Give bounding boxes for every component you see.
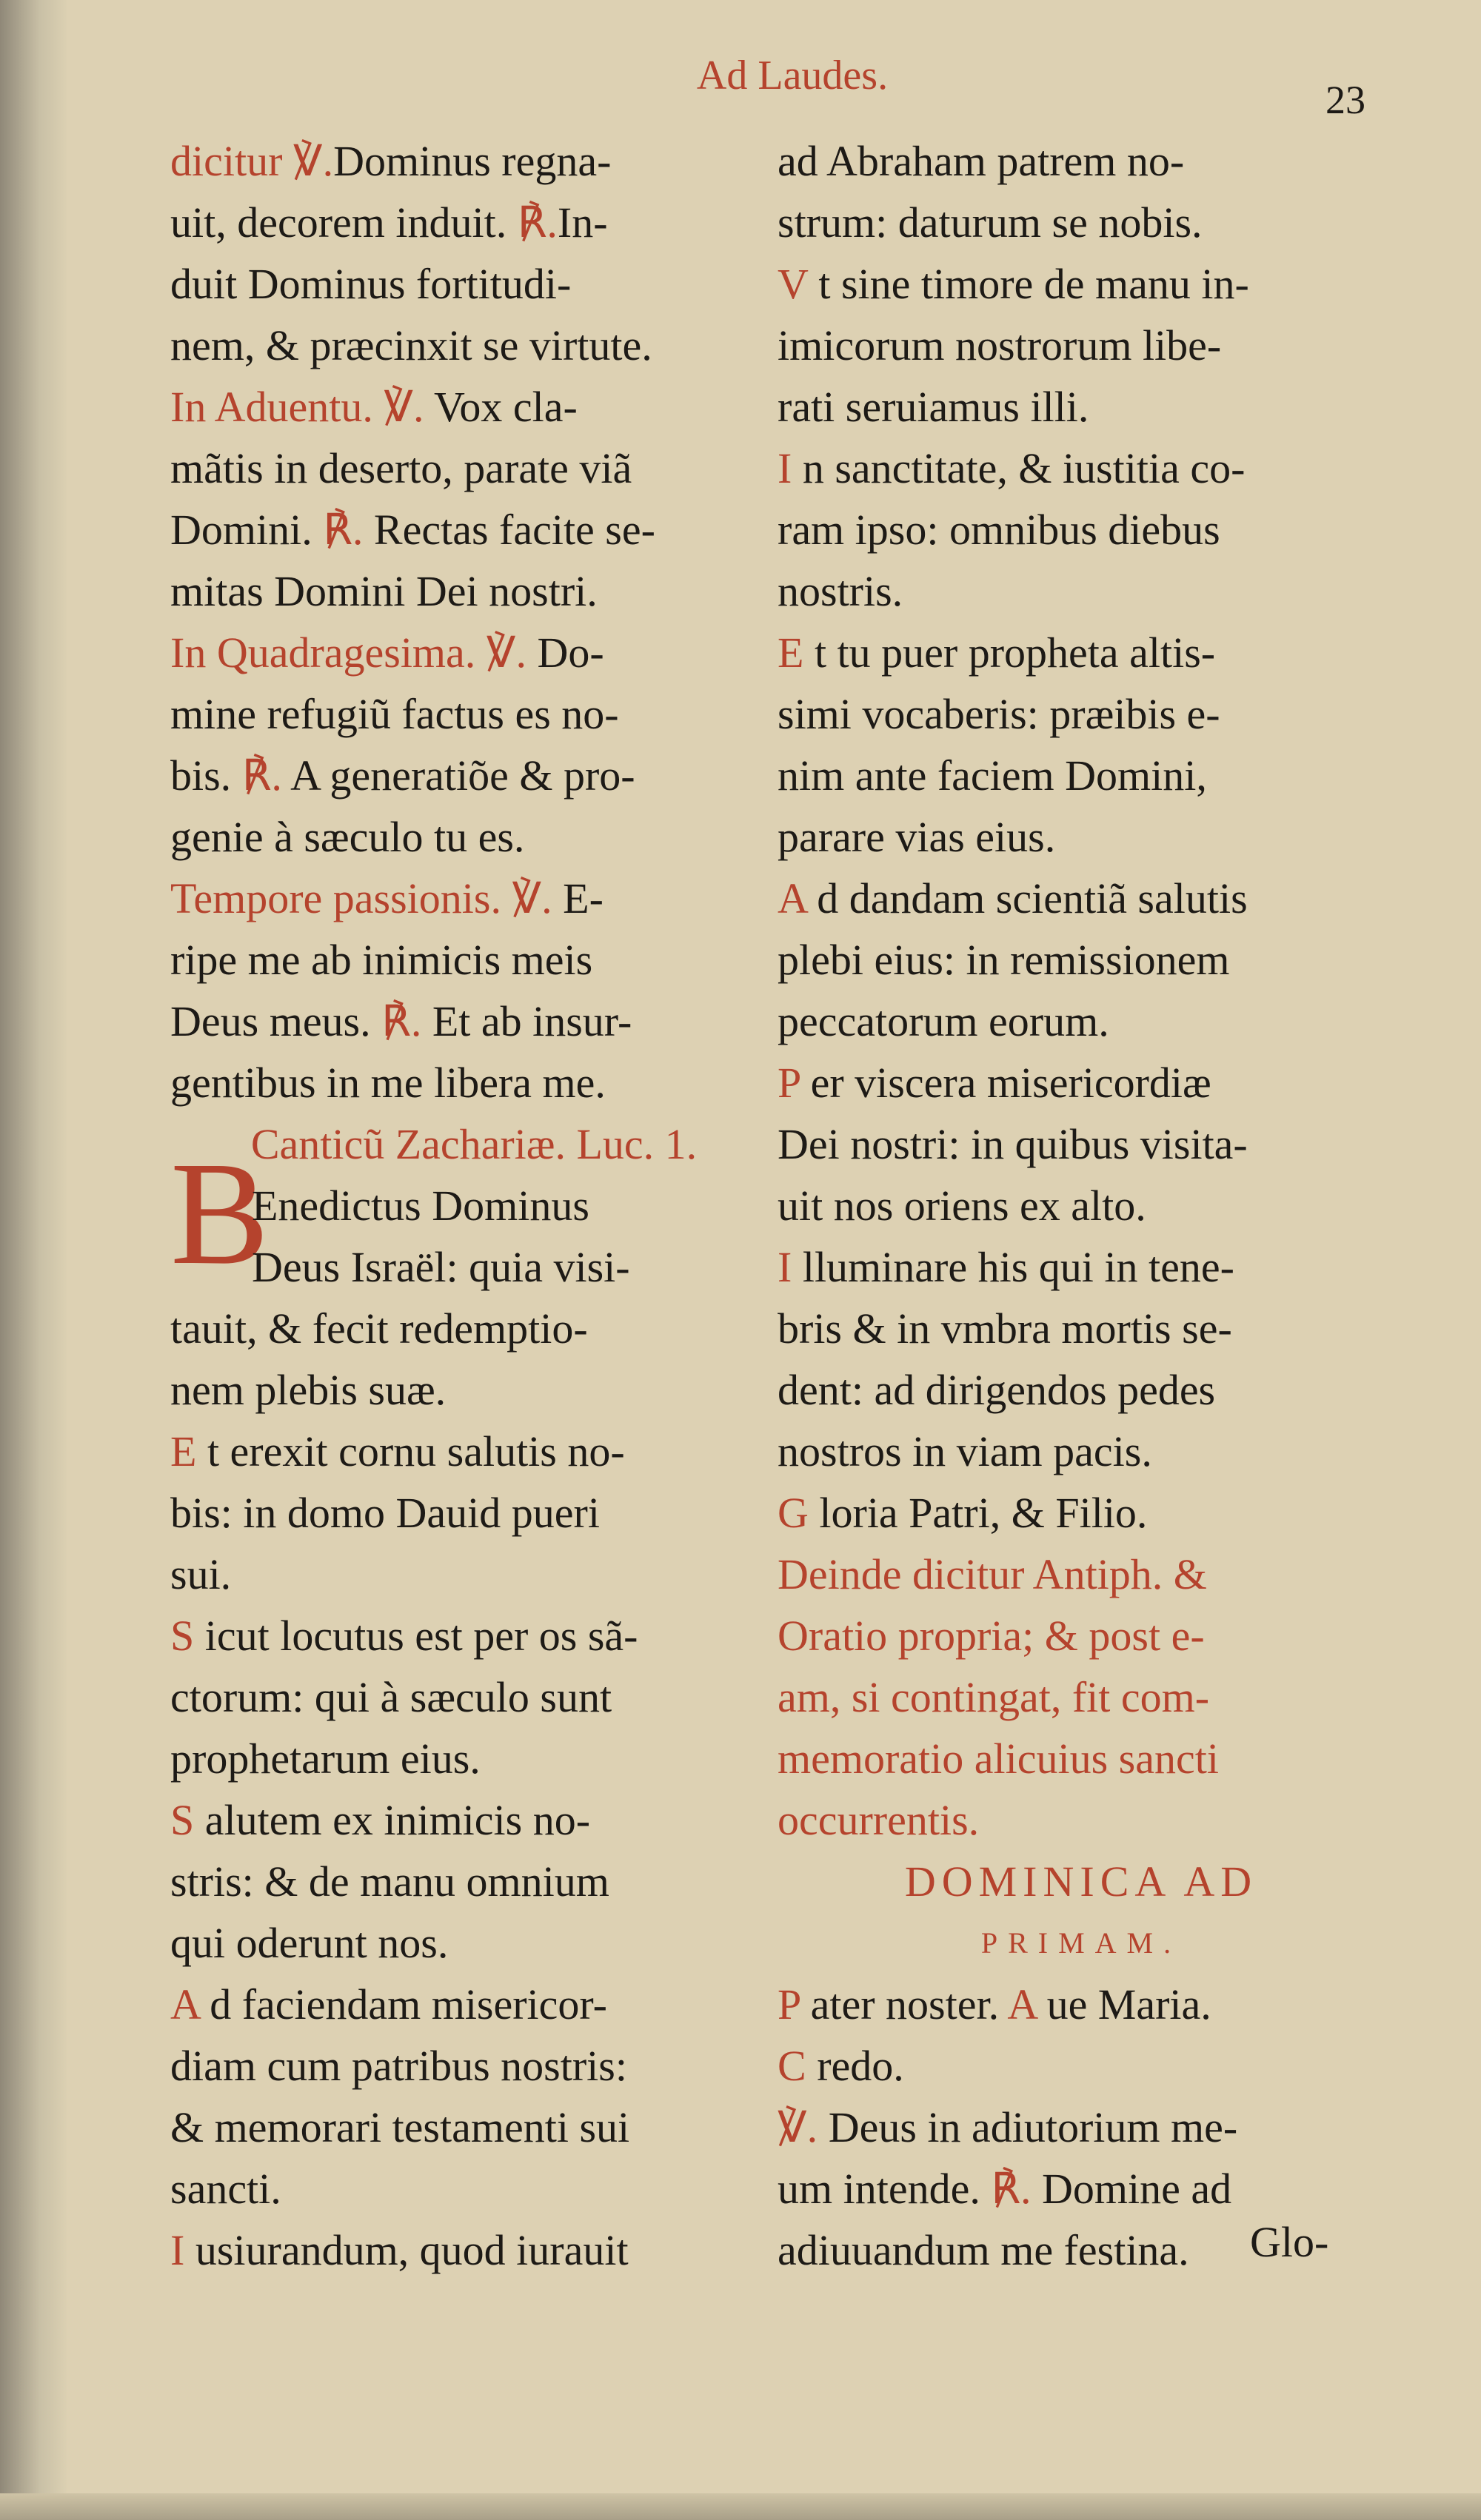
rubric-text: P <box>778 1059 800 1107</box>
page-number: 23 <box>1325 78 1365 122</box>
rubric-text: S <box>170 1796 195 1844</box>
body-text: Enedictus Dominus <box>252 1182 589 1230</box>
body-text: ue Maria. <box>1036 1980 1211 2028</box>
right-column-line <box>778 1974 1385 2035</box>
right-column-line <box>778 1728 1385 1789</box>
body-text: nostris. <box>778 567 903 615</box>
rubric-text: ℟. <box>381 997 422 1045</box>
left-column-line <box>170 1482 778 1544</box>
rubric-text: ℟. <box>517 198 558 247</box>
left-column-line <box>170 192 778 253</box>
right-column-line <box>778 1912 1385 1974</box>
body-text: tauit, & fecit redemptio- <box>170 1304 588 1353</box>
rubric-text: Tempore passionis. ℣. <box>170 874 552 922</box>
body-text: nostros in viam pacis. <box>778 1427 1152 1475</box>
left-column-line <box>170 1236 778 1298</box>
rubric-text: A <box>778 874 806 922</box>
rubric-text: Canticũ Zachariæ. Luc. 1. <box>250 1120 698 1168</box>
body-text: Deus meus. <box>170 997 382 1045</box>
body-text: Et ab insur- <box>421 997 632 1045</box>
rubric-text: ℟. <box>991 2165 1032 2213</box>
right-column-line <box>778 1236 1385 1298</box>
right-column-line <box>778 1666 1385 1728</box>
body-text: diam cum patribus nostris: <box>170 2042 627 2090</box>
body-text: Vox cla- <box>424 383 578 431</box>
right-column-line <box>778 560 1385 622</box>
left-column-line <box>170 868 778 929</box>
rubric-text: S <box>170 1612 195 1660</box>
right-column-line <box>778 929 1385 991</box>
left-column-line <box>170 806 778 868</box>
body-text: d dandam scientiã salutis <box>806 874 1248 922</box>
body-text: nem plebis suæ. <box>170 1366 447 1414</box>
right-column-line <box>778 1851 1385 1912</box>
right-column-line <box>778 1421 1385 1482</box>
catchword: Glo- <box>1250 2218 1329 2266</box>
body-text: Deus in adiutorium me- <box>818 2103 1238 2151</box>
body-text: ad Abraham patrem no- <box>778 137 1185 185</box>
body-text: Do- <box>526 629 604 677</box>
right-column-line <box>778 315 1385 376</box>
body-text: genie à sæculo tu es. <box>170 813 525 861</box>
body-text: t tu puer propheta altis- <box>803 629 1216 677</box>
body-text: A generatiõe & pro- <box>281 751 635 800</box>
left-column-line <box>170 1175 778 1236</box>
body-text: peccatorum eorum. <box>778 997 1109 1045</box>
body-text: qui oderunt nos. <box>170 1919 449 1967</box>
body-text: mine refugiũ factus es no- <box>170 690 619 738</box>
drop-initial: B <box>170 1132 270 1296</box>
body-text: bris & in vmbra mortis se- <box>778 1304 1232 1353</box>
rubric-text: E <box>170 1427 197 1475</box>
body-text: duit Dominus fortitudi- <box>170 260 572 308</box>
body-text: Domini. <box>170 506 324 554</box>
body-text: rati seruiamus illi. <box>778 383 1089 431</box>
right-column-line <box>778 1789 1385 1851</box>
right-column-line <box>778 1359 1385 1421</box>
right-column-line <box>778 1544 1385 1605</box>
rubric-text: I <box>778 444 792 492</box>
body-text: prophetarum eius. <box>170 1735 481 1783</box>
rubric-text: G <box>778 1489 809 1537</box>
rubric-text: dicitur ℣. <box>170 137 334 185</box>
body-text: gentibus in me libera me. <box>170 1059 606 1107</box>
right-column-line <box>778 192 1385 253</box>
left-column-line <box>170 560 778 622</box>
right-column-line <box>778 745 1385 806</box>
body-text: ater noster. <box>800 1980 1008 2028</box>
body-text: alutem ex inimicis no- <box>194 1796 591 1844</box>
left-column-line <box>170 1912 778 1974</box>
body-text: mitas Domini Dei nostri. <box>170 567 598 615</box>
body-text: sancti. <box>170 2165 281 2213</box>
body-text: icut locutus est per os sã- <box>194 1612 638 1660</box>
left-column-line <box>170 1544 778 1605</box>
right-column-line <box>778 806 1385 868</box>
left-column-line <box>170 622 778 683</box>
left-column-line <box>170 438 778 499</box>
body-text: bis: in domo Dauid pueri <box>170 1489 600 1537</box>
right-column-line <box>778 1052 1385 1113</box>
right-column-line <box>778 130 1385 192</box>
body-text: plebi eius: in remissionem <box>778 936 1230 984</box>
left-column-line <box>170 929 778 991</box>
body-text: uit, decorem induit. <box>170 198 518 247</box>
body-text: imicorum nostrorum libe- <box>778 321 1222 369</box>
rubric-text: memoratio alicuius sancti <box>778 1735 1219 1783</box>
left-column-line <box>170 2158 778 2219</box>
left-column <box>170 130 778 2281</box>
rubric-text: In Quadragesima. ℣. <box>170 629 526 677</box>
rubric-text: Deinde dicitur Antiph. & <box>778 1550 1207 1598</box>
body-text: Domine ad <box>1031 2165 1232 2213</box>
right-column-line <box>778 438 1385 499</box>
body-text: loria Patri, & Filio. <box>808 1489 1148 1537</box>
left-column-line <box>170 1666 778 1728</box>
rubric-text: am, si contingat, fit com- <box>778 1673 1210 1721</box>
page-gutter <box>0 0 67 2520</box>
right-column-line <box>778 2097 1385 2158</box>
left-column-line <box>170 1851 778 1912</box>
left-column-line <box>170 683 778 745</box>
body-text: nem, & præcinxit se virtute. <box>170 321 652 369</box>
left-column-line <box>170 2219 778 2281</box>
rubric-text: In Aduentu. ℣. <box>170 383 424 431</box>
left-column-line <box>170 1298 778 1359</box>
rubric-text: Oratio propria; & post e- <box>778 1612 1205 1660</box>
rubric-text: E <box>778 629 804 677</box>
body-text: bis. <box>170 751 242 800</box>
page-bottom-edge <box>0 2493 1481 2520</box>
right-column-line <box>778 253 1385 315</box>
left-column-line <box>170 499 778 560</box>
body-text: dent: ad dirigendos pedes <box>778 1366 1216 1414</box>
body-text: t sine timore de manu in- <box>807 260 1249 308</box>
body-text: lluminare his qui in tene- <box>792 1243 1234 1291</box>
rubric-text: DOMINICA AD <box>904 1857 1258 1906</box>
right-column-line <box>778 376 1385 438</box>
body-text: uit nos oriens ex alto. <box>778 1182 1146 1230</box>
left-column-line <box>170 1052 778 1113</box>
body-text: ram ipso: omnibus diebus <box>778 506 1220 554</box>
body-text: In- <box>557 198 608 247</box>
left-column-line <box>170 991 778 1052</box>
right-column-line <box>778 1482 1385 1544</box>
body-text: usiurandum, quod iurauit <box>184 2226 629 2274</box>
body-text: simi vocaberis: præibis e- <box>778 690 1220 738</box>
body-text: & memorari testamenti sui <box>170 2103 630 2151</box>
right-column-line <box>778 622 1385 683</box>
right-column-line <box>778 2158 1385 2219</box>
body-text: parare vias eius. <box>778 813 1056 861</box>
rubric-text: A <box>1007 1980 1037 2028</box>
body-text: t erexit cornu salutis no- <box>196 1427 625 1475</box>
left-column-line <box>170 1789 778 1851</box>
left-column-line <box>170 2035 778 2097</box>
right-column-line <box>778 991 1385 1052</box>
body-text: strum: daturum se nobis. <box>778 198 1203 247</box>
rubric-text: ℟. <box>323 506 364 554</box>
body-text: mãtis in deserto, parate viã <box>170 444 632 492</box>
body-text: er viscera misericordiæ <box>800 1059 1211 1107</box>
body-text: Dominus regna- <box>333 137 612 185</box>
right-column-line <box>778 2035 1385 2097</box>
rubric-text: ℟. <box>241 751 282 800</box>
left-column-line <box>170 2097 778 2158</box>
right-column-line <box>778 868 1385 929</box>
left-column-line <box>170 1359 778 1421</box>
body-text: Dei nostri: in quibus visita- <box>778 1120 1248 1168</box>
body-text: Deus Israël: quia visi- <box>252 1243 630 1291</box>
body-text: nim ante faciem Domini, <box>778 751 1207 800</box>
rubric-text: PRIMAM. <box>980 1926 1182 1960</box>
left-column-line <box>170 1113 778 1175</box>
left-column-line <box>170 1728 778 1789</box>
running-header: Ad Laudes. <box>696 53 889 98</box>
left-column-line <box>170 1605 778 1666</box>
rubric-text: A <box>170 1980 199 2028</box>
left-column-line <box>170 253 778 315</box>
rubric-text: V <box>778 260 808 308</box>
body-text: adiuuandum me festina. <box>778 2226 1189 2274</box>
body-text: n sanctitate, & iustitia co- <box>792 444 1246 492</box>
body-text: ctorum: qui à sæculo sunt <box>170 1673 612 1721</box>
right-column-line <box>778 1298 1385 1359</box>
rubric-text: P <box>778 1980 800 2028</box>
right-column-line <box>778 499 1385 560</box>
right-column <box>778 130 1385 2281</box>
body-text: E- <box>552 874 604 922</box>
left-column-line <box>170 1974 778 2035</box>
left-column-line <box>170 315 778 376</box>
right-column-line <box>778 1175 1385 1236</box>
left-column-line <box>170 376 778 438</box>
rubric-text: C <box>778 2042 806 2090</box>
body-text: redo. <box>806 2042 904 2090</box>
right-column-line <box>778 1113 1385 1175</box>
body-text: sui. <box>170 1550 232 1598</box>
rubric-text: I <box>778 1243 792 1291</box>
body-text: ripe me ab inimicis meis <box>170 936 593 984</box>
body-text: um intende. <box>778 2165 992 2213</box>
rubric-text: I <box>170 2226 185 2274</box>
left-column-line <box>170 745 778 806</box>
left-column-line <box>170 130 778 192</box>
body-text: Rectas facite se- <box>363 506 655 554</box>
body-text: d faciendam misericor- <box>198 1980 607 2028</box>
left-column-line <box>170 1421 778 1482</box>
rubric-text: ℣. <box>778 2103 818 2151</box>
right-column-line <box>778 1605 1385 1666</box>
right-column-line <box>778 683 1385 745</box>
body-text: stris: & de manu omnium <box>170 1857 609 1906</box>
rubric-text: occurrentis. <box>778 1796 980 1844</box>
